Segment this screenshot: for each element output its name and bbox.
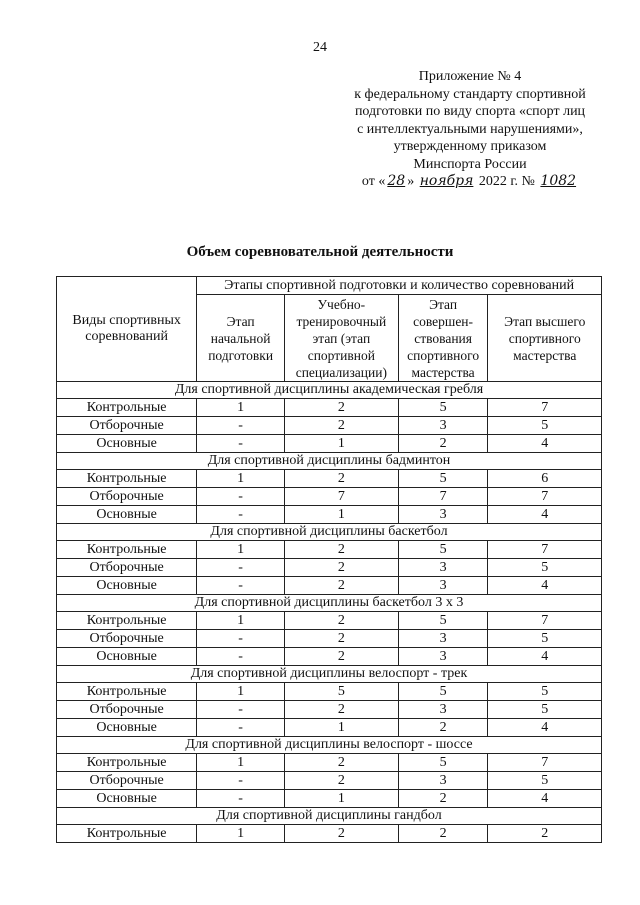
- competition-count: 1: [197, 541, 285, 559]
- section-title: Для спортивной дисциплины баскетбол 3 х 3: [57, 595, 602, 612]
- competition-count: 2: [488, 825, 602, 843]
- table-body: [57, 382, 602, 843]
- competition-count: 7: [488, 399, 602, 417]
- header-stage-highest: Этап высшего спортивного мастерства: [488, 295, 602, 382]
- competition-count: 2: [284, 701, 398, 719]
- header-competition-kinds: Виды спортивных соревнований: [57, 277, 197, 382]
- appendix-line: подготовки по виду спорта «спорт лиц: [354, 104, 586, 119]
- competition-count: 3: [398, 772, 488, 790]
- competition-count: 5: [488, 417, 602, 435]
- header-stage-initial: Этап начальной подготовки: [197, 295, 285, 382]
- competition-count: 4: [488, 506, 602, 524]
- competition-kind: Отборочные: [57, 417, 197, 435]
- table-row: [57, 541, 602, 559]
- header-stages: Этапы спортивной подготовки и количество соревнований: [197, 277, 602, 295]
- competition-count: -: [197, 577, 285, 595]
- competition-kind: Отборочные: [57, 488, 197, 506]
- competition-count: 7: [284, 488, 398, 506]
- competition-count: 5: [488, 630, 602, 648]
- competition-kind: Контрольные: [57, 399, 197, 417]
- table-row: [57, 399, 602, 417]
- table-row: [57, 612, 602, 630]
- table-row: [57, 683, 602, 701]
- section-title: Для спортивной дисциплины гандбол: [57, 808, 602, 825]
- competition-count: 7: [488, 488, 602, 506]
- competition-count: -: [197, 559, 285, 577]
- competition-count: -: [197, 719, 285, 737]
- table-row: [57, 417, 602, 435]
- competition-count: 1: [197, 399, 285, 417]
- competition-kind: Отборочные: [57, 701, 197, 719]
- table-row: [57, 577, 602, 595]
- table-row: [57, 559, 602, 577]
- competition-count: 1: [197, 754, 285, 772]
- competition-count: 3: [398, 417, 488, 435]
- competition-count: -: [197, 790, 285, 808]
- competition-count: 4: [488, 790, 602, 808]
- competition-count: 5: [398, 470, 488, 488]
- table-row: [57, 790, 602, 808]
- table-row: [57, 630, 602, 648]
- section-title: Для спортивной дисциплины академическая гребля: [57, 382, 602, 399]
- competition-count: -: [197, 488, 285, 506]
- competition-kind: Контрольные: [57, 612, 197, 630]
- appendix-header: [330, 68, 610, 191]
- competition-count: -: [197, 648, 285, 666]
- competition-count: 2: [284, 825, 398, 843]
- competition-count: 4: [488, 648, 602, 666]
- competition-count: 2: [284, 577, 398, 595]
- table-row: [57, 754, 602, 772]
- competition-kind: Отборочные: [57, 630, 197, 648]
- competition-count: 5: [398, 612, 488, 630]
- section-title: Для спортивной дисциплины баскетбол: [57, 524, 602, 541]
- competition-count: 1: [284, 719, 398, 737]
- page-number: 24: [313, 40, 327, 55]
- competition-count: 1: [284, 790, 398, 808]
- competition-count: 2: [284, 612, 398, 630]
- competition-count: 1: [284, 506, 398, 524]
- competition-count: 5: [488, 772, 602, 790]
- competition-count: 2: [398, 435, 488, 453]
- competition-count: 3: [398, 506, 488, 524]
- competition-kind: Контрольные: [57, 470, 197, 488]
- table-row: [57, 648, 602, 666]
- competition-count: 1: [197, 825, 285, 843]
- competition-kind: Основные: [57, 506, 197, 524]
- competition-count: -: [197, 772, 285, 790]
- header-stage-improvement: Этап совершен-ствования спортивного мастерства: [398, 295, 488, 382]
- order-month: ноября: [419, 173, 474, 189]
- competition-count: 2: [284, 630, 398, 648]
- order-number: 1082: [540, 173, 577, 189]
- appendix-line: с интеллектуальными нарушениями»,: [357, 121, 583, 137]
- competition-count: -: [197, 701, 285, 719]
- competition-count: 7: [398, 488, 488, 506]
- competition-count: 4: [488, 577, 602, 595]
- competition-count: 2: [284, 648, 398, 666]
- competition-count: 3: [398, 559, 488, 577]
- document-title: Объем соревновательной деятельности: [186, 244, 454, 260]
- competition-count: 5: [284, 683, 398, 701]
- competition-count: 2: [284, 399, 398, 417]
- competition-count: 3: [398, 577, 488, 595]
- competition-count: 2: [398, 790, 488, 808]
- table-row: [57, 506, 602, 524]
- competition-count: 1: [284, 435, 398, 453]
- order-quote-close: »: [407, 174, 415, 189]
- competition-kind: Основные: [57, 435, 197, 453]
- competition-kind: Основные: [57, 719, 197, 737]
- competition-kind: Контрольные: [57, 541, 197, 559]
- competition-volume-table: [56, 276, 602, 843]
- table-row: [57, 488, 602, 506]
- order-year: 2022 г. №: [478, 174, 535, 189]
- competition-count: 2: [284, 541, 398, 559]
- competition-kind: Контрольные: [57, 754, 197, 772]
- competition-kind: Основные: [57, 790, 197, 808]
- competition-count: 7: [488, 541, 602, 559]
- competition-count: 5: [398, 754, 488, 772]
- competition-kind: Основные: [57, 577, 197, 595]
- appendix-line: к федеральному стандарту спортивной: [354, 86, 586, 102]
- competition-count: 7: [488, 612, 602, 630]
- competition-count: 3: [398, 648, 488, 666]
- competition-count: 1: [197, 470, 285, 488]
- competition-kind: Отборочные: [57, 559, 197, 577]
- section-title: Для спортивной дисциплины бадминтон: [57, 453, 602, 470]
- competition-kind: Основные: [57, 648, 197, 666]
- table-row: [57, 719, 602, 737]
- section-title: Для спортивной дисциплины велоспорт - шоссе: [57, 737, 602, 754]
- competition-count: 3: [398, 701, 488, 719]
- order-prefix: от «: [361, 174, 386, 189]
- competition-count: 7: [488, 754, 602, 772]
- competition-count: -: [197, 506, 285, 524]
- competition-count: 1: [197, 612, 285, 630]
- competition-kind: Отборочные: [57, 772, 197, 790]
- competition-count: 5: [488, 701, 602, 719]
- order-line: [330, 173, 610, 191]
- section-title: Для спортивной дисциплины велоспорт - трек: [57, 666, 602, 683]
- competition-count: -: [197, 417, 285, 435]
- competition-kind: Контрольные: [57, 683, 197, 701]
- competition-count: -: [197, 630, 285, 648]
- competition-count: 4: [488, 435, 602, 453]
- order-day: 28: [387, 173, 406, 189]
- competition-count: 5: [488, 559, 602, 577]
- competition-count: 2: [284, 417, 398, 435]
- table-row: [57, 825, 602, 843]
- table-row: [57, 701, 602, 719]
- header-stage-training: Учебно-тренировочный этап (этап спортивной специализации): [284, 295, 398, 382]
- competition-count: 2: [284, 754, 398, 772]
- competition-count: 2: [284, 772, 398, 790]
- competition-count: 6: [488, 470, 602, 488]
- competition-count: 1: [197, 683, 285, 701]
- competition-kind: Контрольные: [57, 825, 197, 843]
- competition-count: 4: [488, 719, 602, 737]
- appendix-line: Минспорта России: [413, 156, 527, 172]
- competition-count: 2: [398, 719, 488, 737]
- table-row: [57, 470, 602, 488]
- competition-count: 5: [398, 399, 488, 417]
- competition-count: 2: [284, 559, 398, 577]
- table-row: [57, 772, 602, 790]
- competition-count: 5: [398, 683, 488, 701]
- competition-count: -: [197, 435, 285, 453]
- competition-count: 5: [488, 683, 602, 701]
- competition-count: 5: [398, 541, 488, 559]
- competition-count: 2: [284, 470, 398, 488]
- appendix-line: утвержденному приказом: [393, 139, 547, 154]
- competition-count: 2: [398, 825, 488, 843]
- table-row: [57, 435, 602, 453]
- competition-count: 3: [398, 630, 488, 648]
- appendix-line: Приложение № 4: [418, 69, 522, 84]
